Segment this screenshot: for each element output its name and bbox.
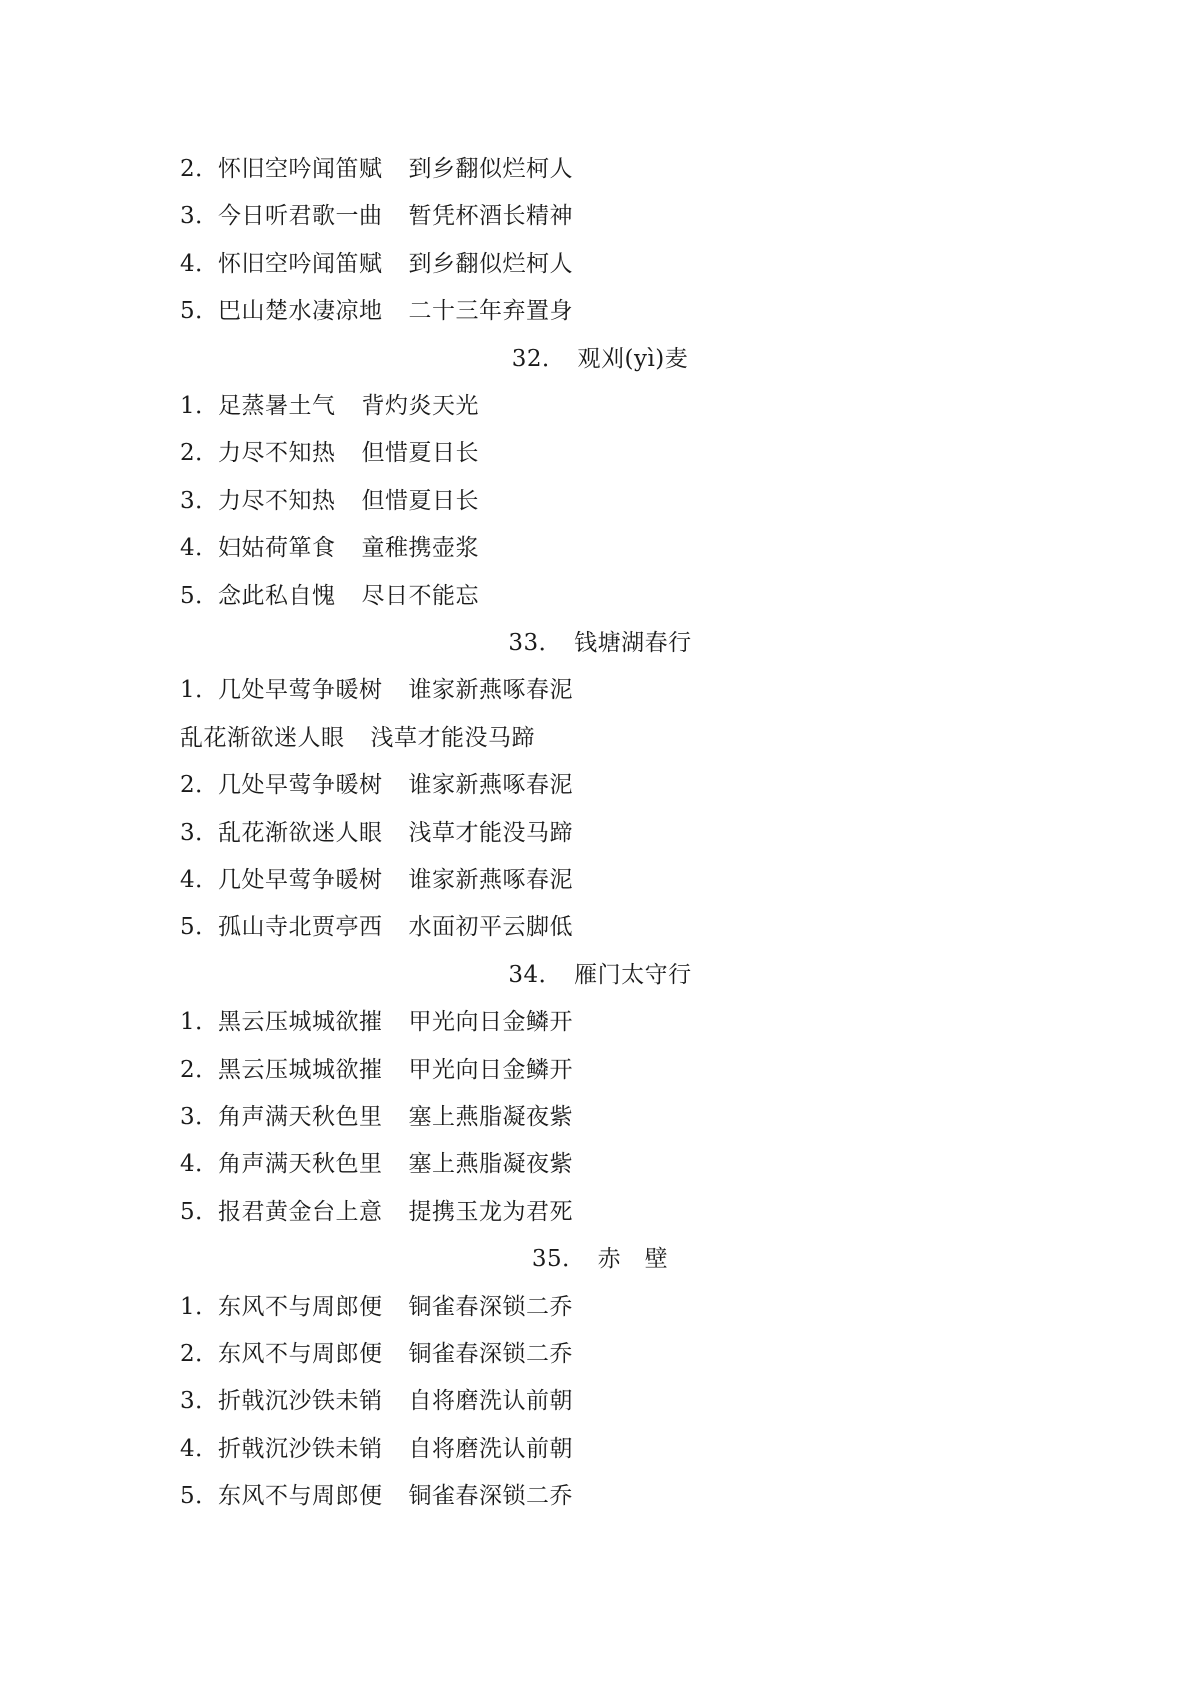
answer-line	[180, 762, 573, 808]
item-number: 4．	[180, 867, 219, 893]
verse-second-half: 暂凭杯酒长精神	[408, 203, 573, 229]
answer-line	[180, 904, 573, 950]
verse-first-half: 妇姑荷箪食	[218, 535, 336, 561]
verse-first-half: 东风不与周郎便	[218, 1341, 383, 1367]
verse-second-half: 提携玉龙为君死	[408, 1199, 573, 1225]
verse-second-half: 塞上燕脂凝夜紫	[408, 1151, 573, 1177]
verse-first-half: 角声满天秋色里	[218, 1151, 383, 1177]
answer-line	[180, 1378, 573, 1424]
verse-second-half: 背灼炎天光	[361, 393, 479, 419]
verse-first-half: 几处早莺争暖树	[218, 772, 383, 798]
verse-second-half: 铜雀春深锁二乔	[408, 1294, 573, 1320]
verse-second-half: 铜雀春深锁二乔	[408, 1341, 573, 1367]
verse-first-half: 力尽不知热	[218, 488, 336, 514]
item-number: 5．	[180, 583, 219, 609]
item-number: 2．	[180, 772, 219, 798]
verse-second-half: 甲光向日金鳞开	[408, 1009, 573, 1035]
section-title: 赤 壁	[597, 1246, 669, 1272]
verse-second-half: 谁家新燕啄春泥	[408, 867, 573, 893]
verse-first-half: 怀旧空吟闻笛赋	[218, 251, 383, 277]
item-number: 4．	[180, 1436, 219, 1462]
section-number: 32．	[511, 346, 566, 372]
verse-second-half: 水面初平云脚低	[408, 914, 573, 940]
item-number: 4．	[180, 535, 219, 561]
verse-first-half: 几处早莺争暖树	[218, 867, 383, 893]
verse-second-half: 谁家新燕啄春泥	[408, 772, 573, 798]
verse-second-half: 自将磨洗认前朝	[408, 1388, 573, 1414]
item-number: 1．	[180, 1009, 219, 1035]
answer-line	[180, 857, 573, 903]
answer-line	[180, 1094, 573, 1140]
answer-line	[180, 478, 479, 524]
answer-line	[180, 241, 573, 287]
verse-second-half: 童稚携壶浆	[361, 535, 479, 561]
section-title: 雁门太守行	[574, 962, 692, 988]
verse-first-half: 东风不与周郎便	[218, 1483, 383, 1509]
verse-first-half: 角声满天秋色里	[218, 1104, 383, 1130]
item-number: 4．	[180, 251, 219, 277]
verse-second-half: 浅草才能没马蹄	[370, 725, 535, 751]
item-number: 2．	[180, 440, 219, 466]
answer-line	[180, 1284, 573, 1330]
verse-second-half: 二十三年弃置身	[408, 298, 573, 324]
verse-first-half: 折戟沉沙铁未销	[218, 1436, 383, 1462]
verse-first-half: 念此私自愧	[218, 583, 336, 609]
section-heading	[0, 952, 1200, 998]
section-number: 34．	[508, 962, 563, 988]
verse-first-half: 黑云压城城欲摧	[218, 1057, 383, 1083]
verse-first-half: 今日听君歌一曲	[218, 203, 383, 229]
answer-line	[180, 573, 479, 619]
section-heading	[0, 1236, 1200, 1282]
verse-second-half: 甲光向日金鳞开	[408, 1057, 573, 1083]
verse-second-half: 浅草才能没马蹄	[408, 820, 573, 846]
item-number: 4．	[180, 1151, 219, 1177]
verse-second-half: 铜雀春深锁二乔	[408, 1483, 573, 1509]
section-number: 33．	[508, 630, 563, 656]
answer-line	[180, 146, 573, 192]
item-number: 2．	[180, 1057, 219, 1083]
answer-line	[180, 430, 479, 476]
verse-first-half: 足蒸暑土气	[218, 393, 336, 419]
answer-line	[180, 1047, 573, 1093]
item-number: 2．	[180, 156, 219, 182]
item-number: 3．	[180, 1388, 219, 1414]
verse-second-half: 自将磨洗认前朝	[408, 1436, 573, 1462]
answer-line	[180, 1426, 573, 1472]
verse-first-half: 乱花渐欲迷人眼	[218, 820, 383, 846]
verse-second-half: 尽日不能忘	[361, 583, 479, 609]
section-heading	[0, 336, 1200, 382]
verse-second-half: 塞上燕脂凝夜紫	[408, 1104, 573, 1130]
verse-first-half: 乱花渐欲迷人眼	[180, 725, 345, 751]
item-number: 5．	[180, 298, 219, 324]
verse-first-half: 东风不与周郎便	[218, 1294, 383, 1320]
verse-second-half: 到乡翻似烂柯人	[408, 156, 573, 182]
verse-second-half: 但惜夏日长	[361, 488, 479, 514]
verse-first-half: 孤山寺北贾亭西	[218, 914, 383, 940]
answer-line	[180, 667, 573, 713]
item-number: 5．	[180, 1483, 219, 1509]
section-title: 观刈(yì)麦	[577, 346, 689, 372]
verse-first-half: 黑云压城城欲摧	[218, 1009, 383, 1035]
verse-first-half: 报君黄金台上意	[218, 1199, 383, 1225]
verse-second-half: 谁家新燕啄春泥	[408, 677, 573, 703]
answer-line	[180, 1189, 573, 1235]
item-number: 3．	[180, 1104, 219, 1130]
answer-line	[180, 525, 479, 571]
answer-line	[180, 288, 573, 334]
answer-line	[180, 810, 573, 856]
answer-line	[180, 999, 573, 1045]
section-title: 钱塘湖春行	[574, 630, 692, 656]
verse-first-half: 折戟沉沙铁未销	[218, 1388, 383, 1414]
item-number: 3．	[180, 820, 219, 846]
verse-second-half: 但惜夏日长	[361, 440, 479, 466]
answer-line	[180, 1141, 573, 1187]
item-number: 2．	[180, 1341, 219, 1367]
verse-first-half: 怀旧空吟闻笛赋	[218, 156, 383, 182]
item-number: 1．	[180, 1294, 219, 1320]
verse-second-half: 到乡翻似烂柯人	[408, 251, 573, 277]
item-number: 5．	[180, 914, 219, 940]
answer-line	[180, 1473, 573, 1519]
item-number: 1．	[180, 677, 219, 703]
answer-line	[180, 715, 535, 761]
verse-first-half: 几处早莺争暖树	[218, 677, 383, 703]
section-heading	[0, 620, 1200, 666]
item-number: 1．	[180, 393, 219, 419]
item-number: 3．	[180, 203, 219, 229]
verse-first-half: 力尽不知热	[218, 440, 336, 466]
section-number: 35．	[531, 1246, 586, 1272]
answer-line	[180, 193, 573, 239]
answer-line	[180, 383, 479, 429]
item-number: 5．	[180, 1199, 219, 1225]
verse-first-half: 巴山楚水凄凉地	[218, 298, 383, 324]
answer-line	[180, 1331, 573, 1377]
item-number: 3．	[180, 488, 219, 514]
